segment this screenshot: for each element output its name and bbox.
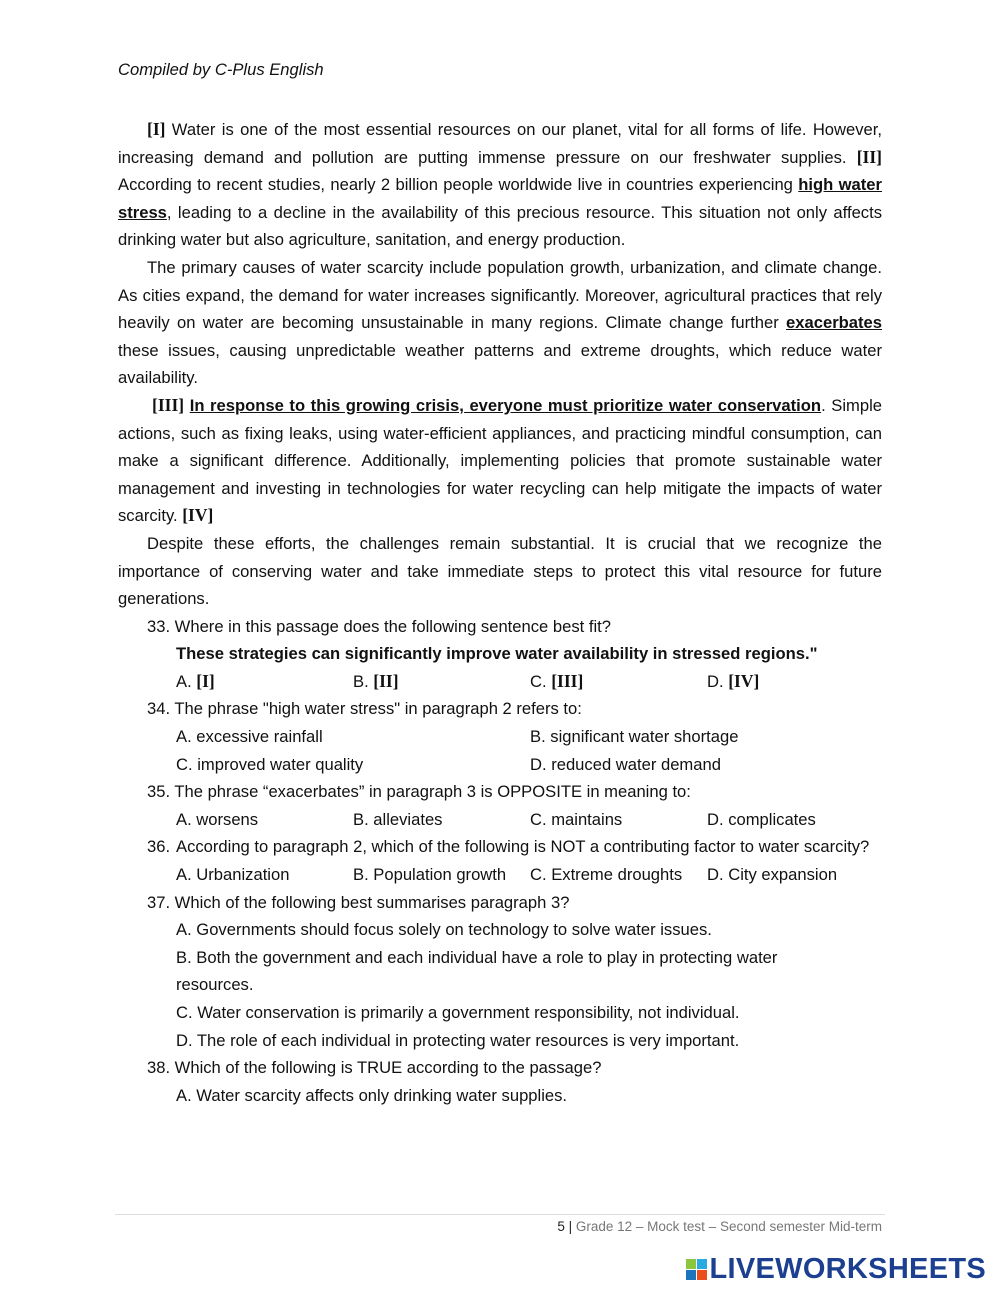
option-letter: A. [176,671,197,691]
option[interactable]: A. excessive rainfall [176,727,323,747]
option-marker: [III] [551,670,584,691]
question-35-options [118,806,882,834]
paragraph-1 [118,116,882,254]
liveworksheets-logo [686,1253,987,1286]
option[interactable]: A. worsens [176,809,259,829]
header-credit: Compiled by C-Plus English [118,60,324,79]
option[interactable]: A. Governments should focus solely on technology to solve water issues. [176,920,712,940]
question-34: 34. The phrase "high water stress" in paragraph 2 refers to: [147,699,582,719]
marker-I: [I] [147,119,166,139]
option[interactable]: D. City expansion [707,865,838,885]
text: these issues, causing unpredictable weather patterns and extreme droughts, which reduce water availability. [118,340,882,388]
option[interactable]: C. maintains [530,809,623,829]
paragraph-2 [118,254,882,392]
option-letter: C. [530,671,552,691]
option[interactable]: D. The role of each individual in protecting water resources is very important. [176,1030,740,1050]
question-number: 36. [147,837,171,857]
question-33-sentence: These strategies can significantly improve water availability in stressed regions." [176,644,818,664]
question-33-options [118,668,882,696]
marker-II: [II] [856,146,882,167]
question-text: According to paragraph 2, which of the following is NOT a contributing factor to water scarcity? [176,837,870,857]
text: Water is one of the most essential resources on our planet, vital for all forms of life. However, increasing demand and pollution are putting immense pressure on our freshwater supplies. [118,120,882,167]
footer [557,1219,882,1234]
text: . Simple actions, such as fixing leaks, using water-efficient appliances, and practicing mindful consumption, can make a significant difference. Additionally, implementing policies that promote sustainable water management and investing in technologies for water recycling can help mitigate the impacts of water scarcity. [118,395,882,526]
highlight-high-water-stress: high water stress [118,175,882,222]
option[interactable]: D. reduced water demand [530,754,721,774]
option[interactable]: C. improved water quality [176,754,364,774]
page-number: 5 [557,1219,565,1234]
text: , leading to a decline in the availability of this precious resource. This situation not only affects drinking water but also agriculture, sanitation, and energy production. [118,202,882,250]
question-38: 38. Which of the following is TRUE according to the passage? [147,1058,602,1078]
logo-text: LIVEWORKSHEETS [709,1253,986,1285]
option[interactable]: B. alleviates [353,809,443,829]
question-36 [118,833,882,861]
option[interactable]: B. Both the government and each individual have a role to play in protecting water resources. [176,947,778,995]
option-marker: [IV] [728,670,760,691]
option[interactable]: C. Water conservation is primarily a government responsibility, not individual. [176,1003,740,1022]
paragraph-4: Despite these efforts, the challenges remain substantial. It is crucial that we recognize the importance of conserving water and take immediate steps to protect this vital resource for future generations. [118,533,882,609]
marker-IV: [IV] [182,505,214,526]
option[interactable] [530,668,707,696]
option[interactable]: B. significant water shortage [530,727,739,747]
question-35: 35. The phrase “exacerbates” in paragraph 3 is OPPOSITE in meaning to: [147,782,691,802]
option[interactable]: D. complicates [707,809,816,829]
option-letter: D. [707,671,729,691]
option[interactable]: A. Water scarcity affects only drinking water supplies. [176,1085,568,1105]
option[interactable] [707,668,884,696]
document-body [118,116,882,1109]
text: The primary causes of water scarcity include population growth, urbanization, and climate change. As cities expand, the demand for water increases significantly. Moreover, agricultural practices that rely heavily on water are becoming unsustainable in many regions. Climate change further [118,257,882,333]
marker-III: [III] [152,394,185,415]
logo-mark-icon [686,1259,707,1280]
question-36-options [118,861,882,889]
text: According to recent studies, nearly 2 billion people worldwide live in countries experiencing [118,175,799,195]
question-37: 37. Which of the following best summarises paragraph 3? [147,892,570,912]
footer-separator: | [564,1219,576,1234]
highlight-exacerbates: exacerbates [786,313,882,333]
option[interactable]: C. Extreme droughts [530,865,683,885]
option[interactable]: A. Urbanization [176,865,290,885]
option[interactable] [353,668,530,696]
highlight-sentence: In response to this growing crisis, everyone must prioritize water conservation [189,395,822,415]
footer-divider [115,1214,885,1215]
paragraph-3 [118,392,882,530]
question-34-options [118,751,882,779]
option[interactable]: B. Population growth [353,865,507,885]
option[interactable] [176,668,353,696]
option-marker: [II] [373,670,399,691]
option-marker: [I] [196,670,215,691]
footer-text: Grade 12 – Mock test – Second semester Mid-term [575,1219,882,1234]
question-33: 33. Where in this passage does the following sentence best fit? [147,616,611,636]
question-34-options [118,723,882,751]
option-letter: B. [353,671,374,691]
